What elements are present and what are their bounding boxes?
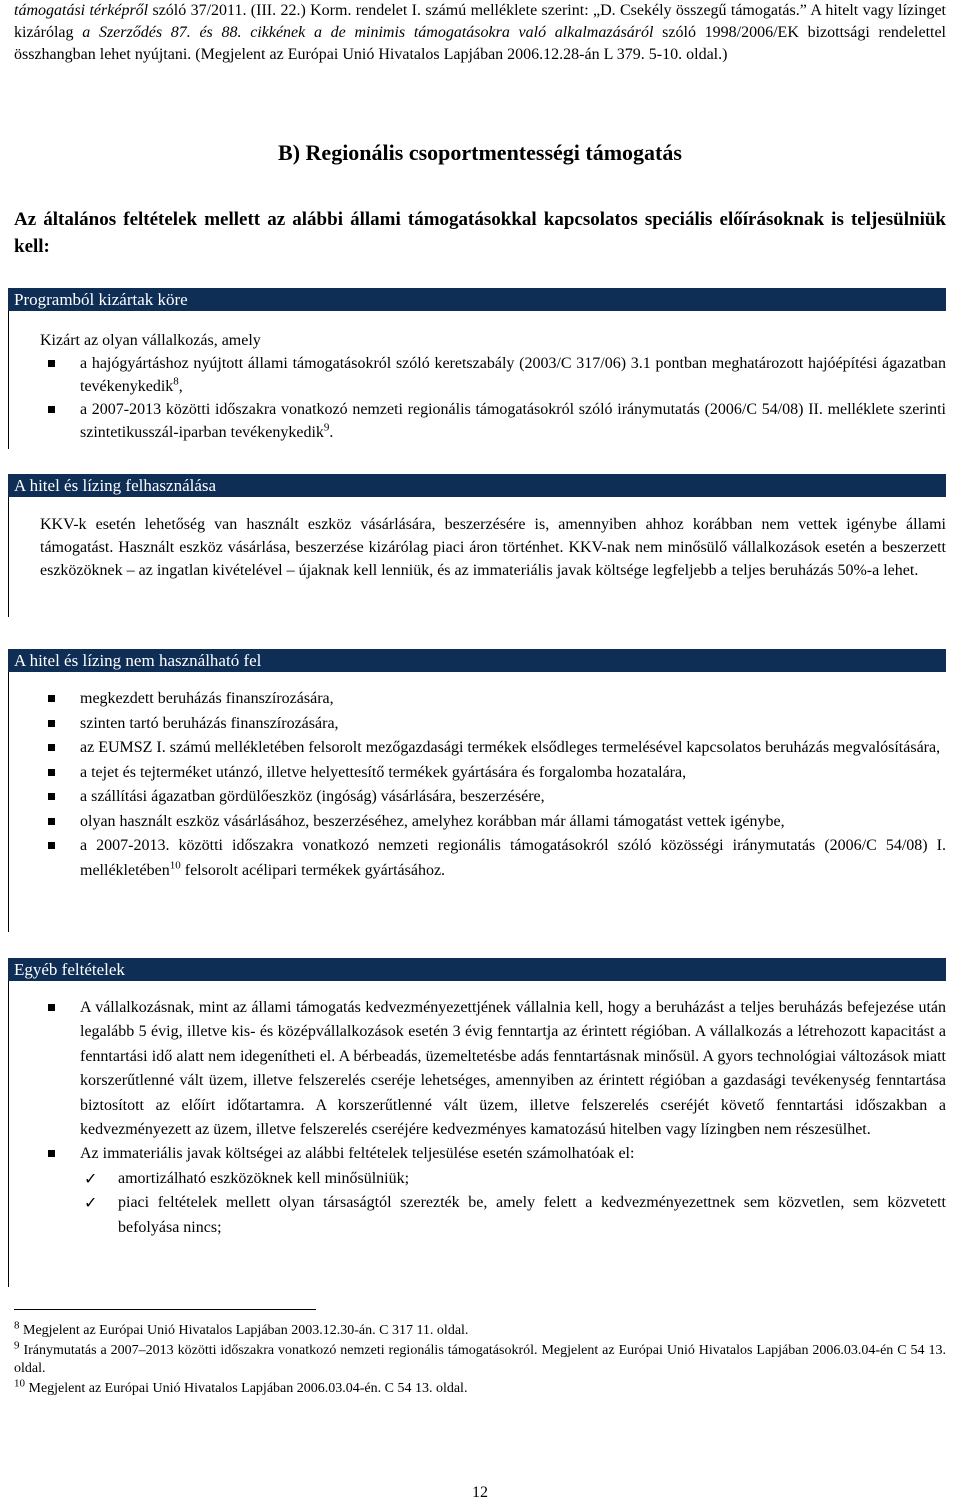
list-item <box>40 810 946 835</box>
intro-text-a: szóló 37/2011. (III. 22.) Korm. rendelet I. számú melléklete szerint: „D. Csekély összegű támogatás.” A hitelt vagy lízinget kizárólag <box>14 2 947 41</box>
checkmark-icon: ✓ <box>84 1168 98 1188</box>
list-item <box>40 398 946 444</box>
list-item <box>40 712 946 737</box>
footnote-number: 10 <box>14 1377 25 1390</box>
footnote-ref: 9 <box>323 421 330 434</box>
list-item <box>40 736 946 761</box>
list-item-tail: , <box>178 378 183 395</box>
intro-italic-b: a Szerződés 87. és 88. cikkének a de minimis támogatásokra való alkalmazásáról <box>82 24 654 41</box>
bullet-square-icon <box>48 695 55 702</box>
footnote <box>14 1377 946 1398</box>
bullet-square-icon <box>48 360 55 367</box>
section-header-excluded: Programból kizártak köre <box>8 288 946 311</box>
excluded-intro: Kizárt az olyan vállalkozás, amely <box>40 332 261 349</box>
list-item-text: a szállítási ágazatban gördülőeszköz (ingóság) vásárlására, beszerzésére, <box>80 788 545 805</box>
bullet-square-icon <box>48 793 55 800</box>
section-header-usage: A hitel és lízing felhasználása <box>8 474 946 497</box>
footnote-ref: 10 <box>169 859 181 872</box>
list-item-text: a 2007-2013. közötti időszakra vonatkozó nemzeti regionális támogatásokról szóló közösségi iránymutatás (2006/C 54/08) I. mellékletében <box>80 837 946 879</box>
page-number: 12 <box>472 1484 488 1501</box>
checkmark-icon: ✓ <box>84 1193 98 1213</box>
section-box-not-usable <box>8 672 946 932</box>
list-item-text: szinten tartó beruházás finanszírozására, <box>80 714 339 732</box>
footnote <box>14 1319 946 1340</box>
list-item-text: A vállalkozásnak, mint az állami támogatás kedvezményezettjének vállalnia kell, hogy a beruházást a teljes beruházás befejezése után legalább 5 évig, illetve kis- és középvállalkozások esetén 3 évig fenntartja az érintett régióban. A vállalkozás a létrehozott kapacitást a fenntartási idő alatt nem idegenítheti el. A bérbeadás, üzemeltetésbe adás fenntartásnak minősül. A gyors technológiai változások miatt korszerűtlenné vált üzem, illetve felszerelés cseréje lehetséges, amennyiben az érintett régióban a gazdasági tevékenység fenntartása biztosított az előírt időtartamra. A korszerűtlenné vált üzem, illetve felszerelés cseréjét követő fenntartási időszakban a kedvezményezett az üzem, illetve felszerelés cseréjére kedvezményes kamatozású hitelben vagy lízingben nem részesülhet. <box>80 999 946 1139</box>
list-item-text: a tejet és tejterméket utánzó, illetve helyettesítő termékek gyártására és forgalomba hozatalára, <box>80 763 687 781</box>
bullet-square-icon <box>48 1004 55 1011</box>
check-item <box>40 1191 946 1240</box>
list-item-text-end: felsorolt acélipari termékek gyártásához. <box>180 861 446 879</box>
bullet-square-icon <box>48 769 55 776</box>
list-item <box>40 352 946 398</box>
footnote-text: Megjelent az Európai Unió Hivatalos Lapjában 2006.03.04-én. C 54 13. oldal. <box>28 1381 468 1396</box>
list-item <box>40 687 946 712</box>
footnote-number: 8 <box>14 1319 20 1332</box>
intro-text-b: szóló 1998/2006/EK bizottsági rendelettel összhangban lehet nyújtani. (Megjelent az Európai Unió Hivatalos Lapjában 2006.12.28-án L 379. 5-10. oldal.) <box>14 24 947 63</box>
list-item <box>40 834 946 883</box>
check-item-text: piaci feltételek mellett olyan társaságtól szerezték be, amely felett a kedvezményezettnek sem közvetlen, sem közvetett befolyása nincs; <box>118 1194 946 1236</box>
list-item <box>40 996 946 1142</box>
list-item-text: megkezdett beruházás finanszírozására, <box>80 690 334 707</box>
section-box-excluded <box>8 311 946 449</box>
bullet-square-icon <box>48 1150 55 1157</box>
footnote-number: 9 <box>14 1339 20 1352</box>
footnote-text: Iránymutatás a 2007–2013 közötti időszakra vonatkozó nemzeti regionális támogatásokról. Megjelent az Európai Unió Hivatalos Lapjában 2006.03.04-én C 54 13. oldal. <box>14 1343 946 1376</box>
footnote-text: Megjelent az Európai Unió Hivatalos Lapjában 2003.12.30-án. C 317 11. oldal. <box>23 1323 469 1338</box>
intro-paragraph <box>14 0 946 66</box>
footnote-ref: 8 <box>173 375 179 388</box>
section-header-not-usable: A hitel és lízing nem használható fel <box>8 649 946 672</box>
footnote-divider <box>14 1309 316 1310</box>
usage-paragraph: KKV-k esetén lehetőség van használt eszköz vásárlására, beszerzésére is, amennyiben ahhoz korábban nem vettek igénybe állami támogatást. Használt eszköz vásárlása, beszerzése kizárólag piaci áron történhet. KKV-nak nem minősülő vállalkozások esetén a beszerzett eszközöknek – az ingatlan kivételével – újaknak kell lenniük, és az immateriális javak költsége legfeljebb a teljes beruházás 50%-a lehet. <box>40 516 946 579</box>
section-box-usage <box>8 497 946 617</box>
lead-paragraph: Az általános feltételek mellett az alábbi állami támogatásokkal kapcsolatos speciális előírásoknak is teljesülniük kell: <box>14 209 946 257</box>
check-item-text: amortizálható eszközöknek kell minősülniük; <box>118 1169 410 1187</box>
bullet-square-icon <box>48 818 55 825</box>
intro-italic-a: támogatási térképről <box>14 2 149 19</box>
list-item-text: olyan használt eszköz vásárlásához, beszerzéséhez, amelyhez korábban már állami támogatást vettek igénybe, <box>80 812 785 830</box>
list-item-text: a hajógyártáshoz nyújtott állami támogatásokról szóló keretszabály (2003/C 317/06) 3.1 pontban meghatározott hajóépítési ágazatban tevékenykedik <box>80 355 946 395</box>
bullet-square-icon <box>48 406 55 413</box>
bullet-square-icon <box>48 842 55 849</box>
check-item <box>40 1167 946 1191</box>
footnote <box>14 1339 946 1378</box>
list-item <box>40 1142 946 1166</box>
list-item <box>40 761 946 786</box>
list-item <box>40 785 946 810</box>
list-item-text: az EUMSZ I. számú mellékletében felsorolt mezőgazdasági termékek elsődleges termelésével kapcsolatos beruházás megvalósítására, <box>80 739 941 756</box>
list-item-text: Az immateriális javak költségei az alábbi feltételek teljesülése esetén számolhatóak el: <box>80 1145 635 1163</box>
section-header-other: Egyéb feltételek <box>8 958 946 981</box>
section-box-other <box>8 981 946 1287</box>
section-title: B) Regionális csoportmentességi támogatás <box>278 140 682 165</box>
bullet-square-icon <box>48 744 55 751</box>
list-item-text: a 2007-2013 közötti időszakra vonatkozó nemzeti regionális támogatásokról szóló iránymutatás (2006/C 54/08) II. melléklete szerinti szintetikusszál-iparban tevékenykedik <box>80 401 946 441</box>
bullet-square-icon <box>48 720 55 727</box>
footnotes <box>14 1319 946 1400</box>
list-item-tail: . <box>329 424 334 441</box>
